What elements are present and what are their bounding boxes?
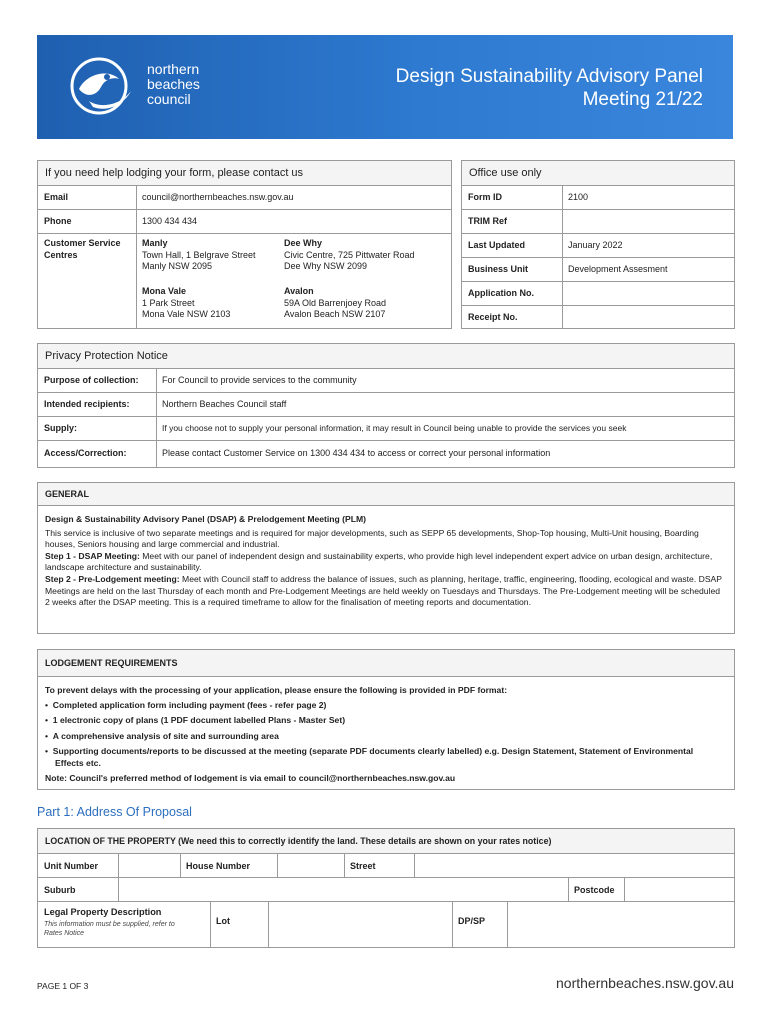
email-value[interactable]: council@northernbeaches.nsw.gov.au: [142, 192, 294, 202]
general-box: [37, 482, 735, 634]
lot-label: Lot: [216, 916, 230, 926]
step-2-label: Step 2 - Pre-Lodgement meeting:: [45, 573, 180, 584]
centres-label: Customer Service Centres: [44, 238, 121, 260]
location-heading: LOCATION OF THE PROPERTY (We need this to correctly identify the land. These details are shown on your rates notice): [38, 829, 734, 854]
last-updated-value: January 2022: [568, 240, 623, 250]
house-number-label: House Number: [186, 861, 251, 871]
lodgement-heading: LODGEMENT REQUIREMENTS: [38, 650, 734, 677]
phone-value[interactable]: 1300 434 434: [142, 216, 198, 226]
general-heading: GENERAL: [38, 483, 734, 506]
suburb-input[interactable]: [118, 878, 568, 901]
help-heading: If you need help lodging your form, please contact us: [38, 161, 451, 186]
centre-address: Town Hall, 1 Belgrave Street: [142, 249, 256, 260]
location-box: [37, 828, 735, 948]
general-step-1: [45, 551, 724, 574]
legal-description-note: This information must be supplied, refer to Rates Notice: [44, 921, 175, 937]
brand-line-1: northern: [147, 61, 200, 77]
lodgement-item: • 1 electronic copy of plans (1 PDF document labelled Plans - Master Set): [45, 715, 346, 726]
lodgement-note: Note: Council's preferred method of lodgement is via email to council@northernbeaches.nsw.gov.au: [45, 773, 456, 784]
privacy-heading: Privacy Protection Notice: [38, 344, 734, 369]
lodgement-intro: To prevent delays with the processing of your application, please ensure the following is provided in PDF format:: [45, 685, 508, 695]
general-body: [45, 514, 724, 609]
centre-suburb: Manly NSW 2095: [142, 261, 213, 271]
centre-address: Civic Centre, 725 Pittwater Road: [284, 249, 415, 260]
privacy-value: For Council to provide services to the community: [162, 375, 357, 385]
header-banner: [37, 35, 733, 139]
part-1-title: Part 1: Address Of Proposal: [37, 805, 192, 819]
council-logo-icon: [69, 55, 137, 117]
privacy-label: Supply:: [44, 423, 77, 433]
street-input[interactable]: [414, 854, 734, 877]
email-label: Email: [44, 192, 69, 202]
lodgement-item-text: 1 electronic copy of plans (1 PDF document labelled Plans - Master Set): [52, 715, 346, 726]
centre-suburb: Dee Why NSW 2099: [284, 261, 368, 271]
postcode-input[interactable]: [624, 878, 734, 901]
house-number-input[interactable]: [277, 854, 344, 877]
dp-sp-label: DP/SP: [458, 916, 486, 926]
application-no-label: Application No.: [468, 288, 534, 298]
lodgement-box: [37, 649, 735, 790]
lodgement-item: • Supporting documents/reports to be discussed at the meeting (separate PDF documents clearly labelled) e.g. Design Statement, Statement of Environmental Effects etc.: [45, 745, 694, 769]
lodgement-item-text: A comprehensive analysis of site and surrounding area: [52, 730, 279, 741]
title-line-2: Meeting 21/22: [582, 89, 703, 110]
brand-line-3: council: [147, 91, 191, 107]
phone-label: Phone: [44, 216, 72, 226]
street-label: Street: [350, 861, 376, 871]
centre-monavale: [136, 282, 278, 326]
form-id-label: Form ID: [468, 192, 503, 202]
title-line-1: Design Sustainability Advisory Panel: [395, 66, 703, 87]
privacy-notice-box: [37, 343, 735, 468]
last-updated-label: Last Updated: [468, 240, 526, 250]
lodgement-body: [45, 684, 714, 784]
form-id-value: 2100: [568, 192, 589, 202]
postcode-label: Postcode: [574, 885, 615, 895]
legal-description-label: Legal Property Description: [44, 907, 162, 917]
suburb-label: Suburb: [44, 885, 76, 895]
centre-name: Manly: [142, 238, 168, 248]
lodgement-item: • A comprehensive analysis of site and surrounding area: [45, 730, 279, 741]
centre-avalon: [278, 282, 451, 326]
unit-number-input[interactable]: [118, 854, 180, 877]
receipt-no-value[interactable]: [562, 306, 734, 328]
privacy-label: Intended recipients:: [44, 399, 130, 409]
centre-manly: [136, 234, 278, 282]
privacy-value: If you choose not to supply your personal information, it may result in Council being unable to provide the services you seek: [162, 423, 627, 433]
step-1-label: Step 1 - DSAP Meeting:: [45, 550, 140, 561]
office-use-box: [461, 160, 735, 329]
unit-number-label: Unit Number: [44, 861, 98, 871]
lodgement-item: • Completed application form including payment (fees - refer page 2): [45, 700, 327, 711]
privacy-value: Northern Beaches Council staff: [162, 399, 287, 409]
general-subheading: Design & Sustainability Advisory Panel (DSAP) & Prelodgement Meeting (PLM): [45, 514, 367, 524]
business-unit-value: Development Assesment: [568, 264, 668, 274]
help-contact-box: [37, 160, 452, 329]
centre-name: Mona Vale: [142, 286, 187, 296]
centre-name: Dee Why: [284, 238, 323, 248]
legal-description: [38, 902, 210, 947]
privacy-label: Access/Correction:: [44, 448, 127, 458]
step-2-text: Meet with Council staff to address the balance of issues, such as planning, heritage, traffic, engineering, flooding, ecological and waste. DSAP Meetings are held on the last Thursday of each month and Pre-Lodgement Meetings are held weekly on Tuesdays and Thursdays. The Pre-Lodgement meeting will be scheduled 2 weeks after the DSAP meeting. This is a required timeframe to allow for the finalisation of meeting reports and documentation.: [45, 573, 722, 608]
step-1-text: Meet with our panel of independent design and sustainability experts, who provide high level independent expert advice on urban design, architecture, landscape architecture and sustainability.: [45, 550, 713, 573]
general-step-2: [45, 574, 724, 609]
centre-suburb: Mona Vale NSW 2103: [142, 309, 231, 319]
application-no-input[interactable]: [562, 282, 734, 305]
receipt-no-label: Receipt No.: [468, 312, 518, 322]
trim-ref-value[interactable]: [562, 210, 734, 233]
trim-ref-label: TRIM Ref: [468, 216, 507, 226]
office-heading: Office use only: [462, 161, 734, 186]
centre-address: 1 Park Street: [142, 297, 195, 308]
dp-sp-input[interactable]: [507, 902, 734, 947]
general-intro: This service is inclusive of two separate meetings and is required for major developments, such as SEPP 65 developments, Shop-Top housing, Multi-Unit housing, Boarding houses, Seniors housing and large commercial and industrial.: [45, 527, 699, 550]
page-title: [396, 65, 703, 111]
privacy-value: Please contact Customer Service on 1300 434 434 to access or correct your personal information: [162, 448, 551, 458]
lot-input[interactable]: [268, 902, 452, 947]
centre-deewhy: [278, 234, 451, 282]
centre-name: Avalon: [284, 286, 314, 296]
centre-suburb: Avalon Beach NSW 2107: [284, 309, 386, 319]
centre-address: 59A Old Barrenjoey Road: [284, 297, 387, 308]
lodgement-item-text: Supporting documents/reports to be discussed at the meeting (separate PDF documents clearly labelled) e.g. Design Statement, Statement of Environmental Effects etc.: [52, 745, 694, 769]
privacy-label: Purpose of collection:: [44, 375, 139, 385]
page-number: PAGE 1 OF 3: [37, 981, 89, 991]
brand-name: [147, 62, 200, 107]
website-link[interactable]: northernbeaches.nsw.gov.au: [556, 975, 734, 991]
brand-line-2: beaches: [147, 76, 200, 92]
lodgement-item-text: Completed application form including payment (fees - refer page 2): [52, 700, 327, 711]
business-unit-label: Business Unit: [468, 264, 529, 274]
